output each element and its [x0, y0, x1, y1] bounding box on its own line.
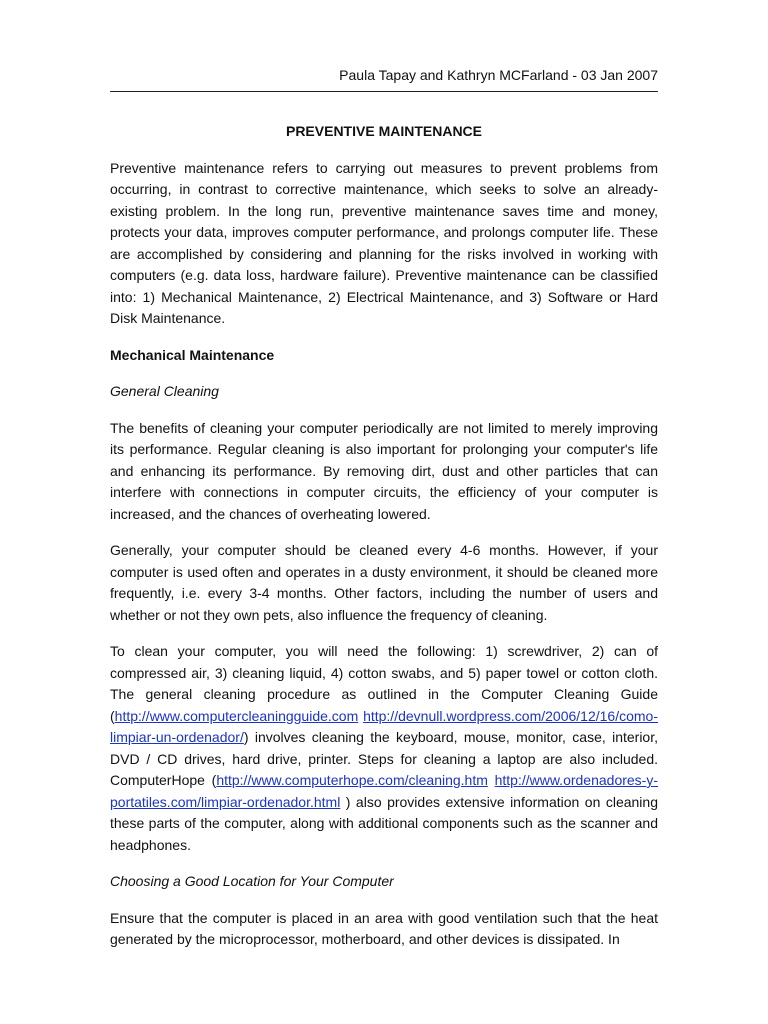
cleaning-text-part1: To clean your computer, you will need the following: 1) screwdriver, 2) can of compressed air, 3) cleaning liquid, 4) cotton swabs, and 5) paper towel or cotton cloth. The general cleaning procedure as outlined in the Computer Cleaning Guide (: [110, 643, 658, 724]
link-ordenadores-y-portatiles[interactable]: http://www.ordenadores-y-portatiles.com/limpiar-ordenador.html: [110, 772, 658, 810]
document-body: [110, 121, 658, 966]
intro-paragraph: Preventive maintenance refers to carrying out measures to prevent problems from occurring, in contrast to corrective maintenance, which seeks to solve an already-existing problem. In the long run, preventive maintenance saves time and money, protects your data, improves computer performance, and prolongs computer life. These are accomplished by considering and planning for the risks involved in working with computers (e.g. data loss, hardware failure). Preventive maintenance can be classified into: 1) Mechanical Maintenance, 2) Electrical Maintenance, and 3) Software or Hard Disk Maintenance.: [110, 159, 658, 326]
link-devnull-wordpress[interactable]: http://devnull.wordpress.com/2006/12/16/como-limpiar-un-ordenador/: [110, 707, 658, 745]
document-title: PREVENTIVE MAINTENANCE: [285, 123, 483, 139]
section-heading-mechanical: Mechanical Maintenance: [110, 346, 275, 363]
frequency-paragraph: Generally, your computer should be cleaned every 4-6 months. However, if your computer is used often and operates in a dusty environment, it should be cleaned more frequently, i.e. every 3-4 months. Other factors, including the number of users and whether or not they own pets, also influence the frequency of cleaning.: [110, 542, 658, 623]
header-authors-date: Paula Tapay and Kathryn MCFarland - 03 Jan 2007: [339, 67, 658, 83]
link-computerhope[interactable]: http://www.computerhope.com/cleaning.htm: [216, 772, 488, 788]
subheading-general-cleaning: General Cleaning: [110, 383, 219, 399]
cleaning-text-part3: ) also provides extensive information on cleaning these parts of the computer, along with additional components such as the scanner and headphones.: [110, 793, 658, 853]
link-computercleaningguide[interactable]: http://www.computercleaningguide.com: [114, 707, 359, 724]
benefits-paragraph: The benefits of cleaning your computer periodically are not limited to merely improving its performance. Regular cleaning is also important for prolonging your computer's life and enhancing its performance. By removing dirt, dust and other particles that can interfere with connections in computer circuits, the efficiency of your computer is increased, and the chances of overheating lowered.: [110, 419, 658, 522]
subheading-location: Choosing a Good Location for Your Computer: [110, 873, 394, 889]
cleaning-text-part2: ) involves cleaning the keyboard, mouse, monitor, case, interior, DVD / CD drives, hard drive, printer. Steps for cleaning a laptop are also included. ComputerHope (: [110, 729, 658, 788]
location-paragraph: Ensure that the computer is placed in an area with good ventilation such that the heat generated by the microprocessor, motherboard, and other devices is dissipated. In: [110, 909, 658, 947]
cleaning-procedure-paragraph: [110, 641, 658, 856]
header-divider: [110, 91, 658, 92]
